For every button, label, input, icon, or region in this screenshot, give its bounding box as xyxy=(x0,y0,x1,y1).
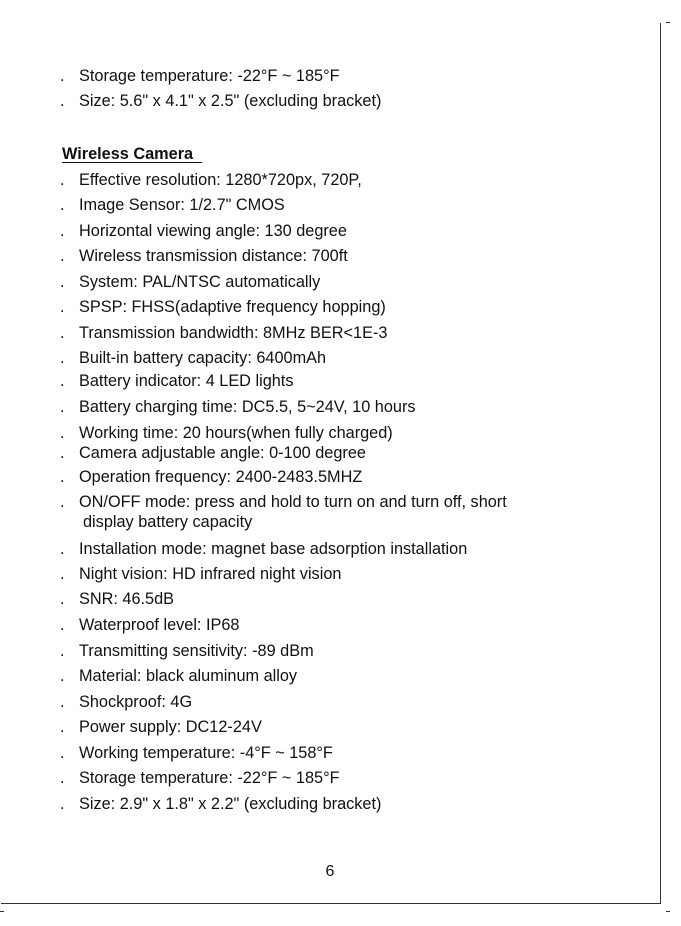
bullet: . xyxy=(60,92,65,110)
spec-item xyxy=(60,717,262,737)
spec-text: Waterproof level: IP68 xyxy=(79,616,240,634)
spec-item xyxy=(60,323,387,343)
spec-text: Wireless transmission distance: 700ft xyxy=(79,247,348,265)
spec-item xyxy=(60,297,386,317)
spec-item xyxy=(60,443,366,463)
bullet: . xyxy=(60,372,65,390)
spec-text: Battery indicator: 4 LED lights xyxy=(79,372,294,390)
spec-text-continuation: display battery capacity xyxy=(83,513,253,531)
spec-text: Operation frequency: 2400-2483.5MHZ xyxy=(79,468,363,486)
page-number: 6 xyxy=(325,863,335,880)
spec-text: Built-in battery capacity: 6400mAh xyxy=(79,349,327,367)
bullet: . xyxy=(60,67,65,85)
spec-item xyxy=(60,743,333,763)
spec-text: Working time: 20 hours(when fully charged) xyxy=(79,424,393,442)
spec-item xyxy=(60,371,293,391)
spec-text: Size: 2.9" x 1.8" x 2.2" (excluding bracket) xyxy=(79,795,382,813)
spec-item xyxy=(60,397,416,417)
section-heading-wireless-camera: Wireless Camera xyxy=(62,145,203,163)
spec-text: Transmission bandwidth: 8MHz BER<1E-3 xyxy=(79,324,388,342)
spec-item xyxy=(60,66,340,86)
spec-text: Material: black aluminum alloy xyxy=(79,667,298,685)
bullet: . xyxy=(60,540,65,558)
bullet: . xyxy=(60,667,65,685)
spec-item xyxy=(60,423,393,443)
spec-item xyxy=(60,564,341,584)
spec-text: ON/OFF mode: press and hold to turn on and turn off, short xyxy=(79,493,507,511)
bullet: . xyxy=(60,769,65,787)
bullet: . xyxy=(60,171,65,189)
crop-mark-top-right xyxy=(666,22,670,23)
spec-item xyxy=(60,91,381,111)
spec-text: Installation mode: magnet base adsorption installation xyxy=(79,540,468,558)
bullet: . xyxy=(60,468,65,486)
spec-text: Shockproof: 4G xyxy=(79,693,193,711)
spec-item xyxy=(60,348,326,368)
spec-text: Effective resolution: 1280*720px, 720P, xyxy=(79,171,362,189)
spec-text: Horizontal viewing angle: 130 degree xyxy=(79,222,347,240)
bullet: . xyxy=(60,493,65,511)
spec-text: Working temperature: -4°F ~ 158°F xyxy=(79,744,333,762)
bullet: . xyxy=(60,444,65,462)
bullet: . xyxy=(60,565,65,583)
spec-item xyxy=(60,692,192,712)
crop-mark-bottom-left xyxy=(0,911,4,912)
bullet: . xyxy=(60,693,65,711)
bullet: . xyxy=(60,298,65,316)
bullet: . xyxy=(60,349,65,367)
spec-item xyxy=(60,666,297,686)
bullet: . xyxy=(60,616,65,634)
spec-text: SNR: 46.5dB xyxy=(79,590,175,608)
spec-item xyxy=(60,492,507,512)
spec-text: Camera adjustable angle: 0-100 degree xyxy=(79,444,366,462)
spec-text: Battery charging time: DC5.5, 5~24V, 10 hours xyxy=(79,398,416,416)
spec-item xyxy=(60,768,340,788)
spec-text: Power supply: DC12-24V xyxy=(79,718,262,736)
spec-item xyxy=(60,589,174,609)
spec-text: Storage temperature: -22°F ~ 185°F xyxy=(79,769,340,787)
bullet: . xyxy=(60,642,65,660)
spec-item xyxy=(60,467,362,487)
spec-item xyxy=(60,221,347,241)
bullet: . xyxy=(60,744,65,762)
bullet: . xyxy=(60,196,65,214)
bullet: . xyxy=(60,398,65,416)
bullet: . xyxy=(60,718,65,736)
bullet: . xyxy=(60,247,65,265)
bullet: . xyxy=(60,273,65,291)
spec-text: Night vision: HD infrared night vision xyxy=(79,565,342,583)
spec-item xyxy=(60,615,239,635)
spec-text: Transmitting sensitivity: -89 dBm xyxy=(79,642,314,660)
spec-item xyxy=(60,794,381,814)
bullet: . xyxy=(60,795,65,813)
spec-item xyxy=(60,195,285,215)
bullet: . xyxy=(60,590,65,608)
spec-text: SPSP: FHSS(adaptive frequency hopping) xyxy=(79,298,386,316)
bullet: . xyxy=(60,424,65,442)
spec-text: Size: 5.6" x 4.1" x 2.5" (excluding bracket) xyxy=(79,92,382,110)
spec-item xyxy=(60,641,314,661)
bullet: . xyxy=(60,324,65,342)
crop-mark-bottom-right xyxy=(666,911,670,912)
spec-item xyxy=(60,246,348,266)
spec-text: Image Sensor: 1/2.7" CMOS xyxy=(79,196,285,214)
spec-item xyxy=(60,170,362,190)
spec-text: System: PAL/NTSC automatically xyxy=(79,273,321,291)
spec-item xyxy=(60,272,320,292)
spec-text: Storage temperature: -22°F ~ 185°F xyxy=(79,67,340,85)
bullet: . xyxy=(60,222,65,240)
spec-item xyxy=(60,539,467,559)
